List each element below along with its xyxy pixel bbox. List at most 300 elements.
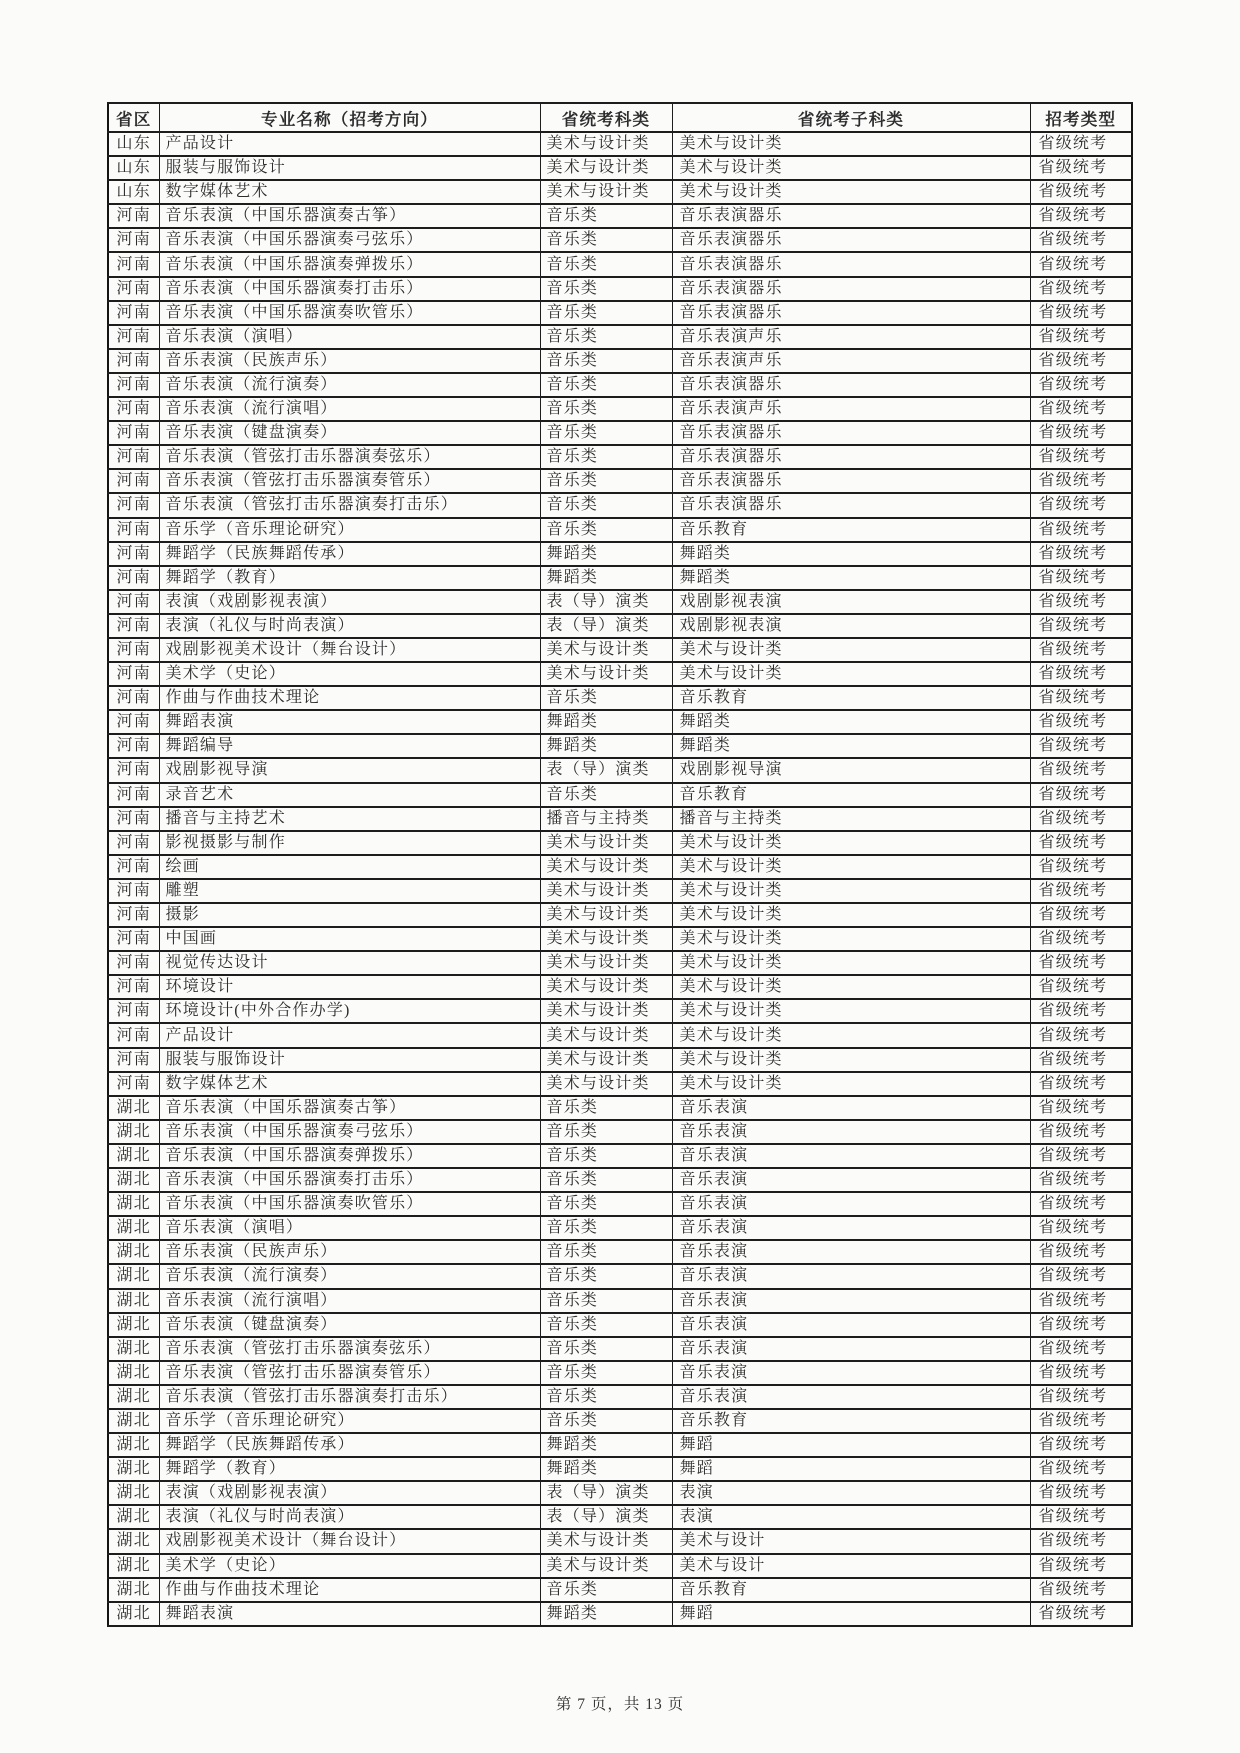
cell-major: 中国画 [159, 927, 540, 951]
table-row [108, 807, 1132, 831]
table-row [108, 349, 1132, 373]
table-row [108, 1361, 1132, 1385]
cell-exam-subcategory: 音乐表演器乐 [672, 373, 1030, 397]
table-row [108, 1144, 1132, 1168]
table-row [108, 397, 1132, 421]
cell-province: 湖北 [108, 1240, 159, 1264]
cell-exam-category: 音乐类 [540, 686, 672, 710]
cell-exam-subcategory: 音乐表演 [672, 1361, 1030, 1385]
table-row [108, 156, 1132, 180]
cell-exam-category: 音乐类 [540, 1120, 672, 1144]
cell-exam-category: 音乐类 [540, 1144, 672, 1168]
cell-exam-subcategory: 舞蹈 [672, 1602, 1030, 1626]
cell-exam-subcategory: 戏剧影视表演 [672, 614, 1030, 638]
cell-exam-category: 音乐类 [540, 397, 672, 421]
cell-province: 湖北 [108, 1554, 159, 1578]
cell-exam-category: 美术与设计类 [540, 879, 672, 903]
cell-exam-subcategory: 美术与设计类 [672, 1048, 1030, 1072]
table-row [108, 1192, 1132, 1216]
cell-exam-category: 音乐类 [540, 1264, 672, 1288]
cell-major: 音乐表演（中国乐器演奏弓弦乐） [159, 1120, 540, 1144]
cell-exam-subcategory: 舞蹈类 [672, 566, 1030, 590]
cell-major: 美术学（史论） [159, 1554, 540, 1578]
cell-exam-type: 省级统考 [1030, 518, 1132, 542]
cell-exam-subcategory: 美术与设计 [672, 1554, 1030, 1578]
cell-province: 河南 [108, 325, 159, 349]
cell-province: 河南 [108, 903, 159, 927]
cell-exam-type: 省级统考 [1030, 252, 1132, 276]
cell-province: 湖北 [108, 1505, 159, 1529]
table-row [108, 758, 1132, 782]
cell-exam-subcategory: 美术与设计类 [672, 132, 1030, 156]
table-row [108, 469, 1132, 493]
cell-exam-type: 省级统考 [1030, 1144, 1132, 1168]
cell-exam-subcategory: 美术与设计类 [672, 855, 1030, 879]
cell-exam-subcategory: 音乐表演声乐 [672, 349, 1030, 373]
table-row [108, 325, 1132, 349]
cell-province: 湖北 [108, 1409, 159, 1433]
cell-exam-subcategory: 美术与设计类 [672, 831, 1030, 855]
cell-exam-type: 省级统考 [1030, 807, 1132, 831]
table-row [108, 879, 1132, 903]
column-header: 专业名称（招考方向） [159, 103, 540, 132]
cell-exam-type: 省级统考 [1030, 1192, 1132, 1216]
table-row [108, 1457, 1132, 1481]
cell-major: 音乐表演（管弦打击乐器演奏管乐） [159, 469, 540, 493]
table-row [108, 204, 1132, 228]
table-row [108, 1529, 1132, 1553]
cell-major: 舞蹈表演 [159, 710, 540, 734]
cell-major: 音乐表演（民族声乐） [159, 349, 540, 373]
column-header: 省统考子科类 [672, 103, 1030, 132]
table-row [108, 228, 1132, 252]
cell-province: 湖北 [108, 1120, 159, 1144]
cell-exam-type: 省级统考 [1030, 1529, 1132, 1553]
cell-province: 山东 [108, 132, 159, 156]
cell-exam-category: 表（导）演类 [540, 590, 672, 614]
table-row [108, 951, 1132, 975]
cell-exam-subcategory: 戏剧影视导演 [672, 758, 1030, 782]
cell-exam-type: 省级统考 [1030, 734, 1132, 758]
table-row [108, 1313, 1132, 1337]
cell-major: 环境设计(中外合作办学) [159, 999, 540, 1023]
cell-province: 河南 [108, 397, 159, 421]
table-row [108, 1578, 1132, 1602]
cell-exam-subcategory: 音乐表演 [672, 1313, 1030, 1337]
cell-exam-category: 美术与设计类 [540, 1023, 672, 1047]
table-row [108, 1602, 1132, 1626]
cell-major: 音乐表演（中国乐器演奏古筝） [159, 204, 540, 228]
cell-exam-category: 美术与设计类 [540, 855, 672, 879]
cell-province: 山东 [108, 180, 159, 204]
cell-exam-type: 省级统考 [1030, 1289, 1132, 1313]
table-row [108, 252, 1132, 276]
cell-exam-type: 省级统考 [1030, 301, 1132, 325]
cell-exam-category: 音乐类 [540, 1216, 672, 1240]
cell-exam-category: 音乐类 [540, 445, 672, 469]
cell-exam-category: 美术与设计类 [540, 638, 672, 662]
cell-exam-type: 省级统考 [1030, 1385, 1132, 1409]
cell-exam-subcategory: 音乐表演 [672, 1385, 1030, 1409]
cell-exam-subcategory: 音乐表演器乐 [672, 204, 1030, 228]
cell-province: 河南 [108, 855, 159, 879]
cell-province: 河南 [108, 228, 159, 252]
cell-exam-category: 音乐类 [540, 421, 672, 445]
table-row [108, 638, 1132, 662]
cell-province: 河南 [108, 783, 159, 807]
cell-province: 湖北 [108, 1602, 159, 1626]
cell-exam-category: 舞蹈类 [540, 1457, 672, 1481]
table-row [108, 373, 1132, 397]
cell-exam-subcategory: 音乐表演器乐 [672, 493, 1030, 517]
cell-major: 舞蹈编导 [159, 734, 540, 758]
cell-exam-subcategory: 美术与设计类 [672, 951, 1030, 975]
cell-exam-type: 省级统考 [1030, 1096, 1132, 1120]
cell-major: 音乐表演（管弦打击乐器演奏弦乐） [159, 445, 540, 469]
cell-major: 表演（戏剧影视表演） [159, 1481, 540, 1505]
cell-exam-type: 省级统考 [1030, 1361, 1132, 1385]
cell-major: 产品设计 [159, 132, 540, 156]
cell-exam-subcategory: 美术与设计类 [672, 927, 1030, 951]
cell-province: 湖北 [108, 1433, 159, 1457]
cell-major: 表演（戏剧影视表演） [159, 590, 540, 614]
cell-exam-category: 美术与设计类 [540, 999, 672, 1023]
cell-province: 河南 [108, 445, 159, 469]
table-row [108, 710, 1132, 734]
cell-province: 河南 [108, 879, 159, 903]
cell-exam-subcategory: 音乐教育 [672, 783, 1030, 807]
table-row [108, 662, 1132, 686]
majors-table [107, 102, 1133, 1627]
cell-exam-type: 省级统考 [1030, 1120, 1132, 1144]
cell-exam-type: 省级统考 [1030, 879, 1132, 903]
cell-province: 河南 [108, 349, 159, 373]
table-row [108, 1481, 1132, 1505]
cell-province: 河南 [108, 662, 159, 686]
table-row [108, 1409, 1132, 1433]
cell-province: 湖北 [108, 1578, 159, 1602]
cell-exam-subcategory: 舞蹈类 [672, 710, 1030, 734]
cell-exam-category: 美术与设计类 [540, 951, 672, 975]
cell-exam-category: 音乐类 [540, 373, 672, 397]
cell-exam-subcategory: 舞蹈类 [672, 734, 1030, 758]
cell-exam-subcategory: 播音与主持类 [672, 807, 1030, 831]
cell-exam-category: 音乐类 [540, 228, 672, 252]
cell-exam-type: 省级统考 [1030, 277, 1132, 301]
cell-province: 湖北 [108, 1313, 159, 1337]
cell-exam-category: 美术与设计类 [540, 1554, 672, 1578]
cell-exam-type: 省级统考 [1030, 686, 1132, 710]
cell-exam-subcategory: 舞蹈 [672, 1433, 1030, 1457]
table-row [108, 927, 1132, 951]
cell-major: 戏剧影视美术设计（舞台设计） [159, 1529, 540, 1553]
cell-major: 录音艺术 [159, 783, 540, 807]
cell-exam-subcategory: 音乐表演器乐 [672, 301, 1030, 325]
cell-exam-type: 省级统考 [1030, 132, 1132, 156]
cell-exam-category: 美术与设计类 [540, 132, 672, 156]
column-header: 省区 [108, 103, 159, 132]
cell-exam-type: 省级统考 [1030, 1602, 1132, 1626]
cell-major: 舞蹈学（民族舞蹈传承） [159, 1433, 540, 1457]
table-row [108, 1505, 1132, 1529]
cell-exam-category: 美术与设计类 [540, 927, 672, 951]
cell-exam-category: 美术与设计类 [540, 1048, 672, 1072]
cell-major: 戏剧影视美术设计（舞台设计） [159, 638, 540, 662]
cell-exam-category: 美术与设计类 [540, 662, 672, 686]
cell-exam-subcategory: 舞蹈 [672, 1457, 1030, 1481]
table-row [108, 180, 1132, 204]
cell-province: 湖北 [108, 1385, 159, 1409]
cell-exam-category: 音乐类 [540, 1313, 672, 1337]
cell-exam-subcategory: 音乐表演器乐 [672, 421, 1030, 445]
cell-exam-type: 省级统考 [1030, 638, 1132, 662]
cell-exam-subcategory: 音乐表演 [672, 1289, 1030, 1313]
cell-major: 环境设计 [159, 975, 540, 999]
cell-major: 表演（礼仪与时尚表演） [159, 1505, 540, 1529]
cell-exam-type: 省级统考 [1030, 1337, 1132, 1361]
cell-exam-category: 表（导）演类 [540, 614, 672, 638]
cell-exam-category: 美术与设计类 [540, 1529, 672, 1553]
cell-exam-subcategory: 美术与设计类 [672, 180, 1030, 204]
cell-province: 湖北 [108, 1096, 159, 1120]
cell-major: 音乐表演（中国乐器演奏弹拨乐） [159, 252, 540, 276]
cell-exam-category: 舞蹈类 [540, 710, 672, 734]
cell-exam-category: 美术与设计类 [540, 180, 672, 204]
cell-province: 河南 [108, 734, 159, 758]
table-row [108, 999, 1132, 1023]
cell-exam-type: 省级统考 [1030, 1554, 1132, 1578]
cell-exam-type: 省级统考 [1030, 999, 1132, 1023]
cell-major: 绘画 [159, 855, 540, 879]
cell-province: 河南 [108, 301, 159, 325]
cell-exam-subcategory: 表演 [672, 1481, 1030, 1505]
cell-major: 音乐表演（中国乐器演奏打击乐） [159, 1168, 540, 1192]
cell-major: 音乐表演（中国乐器演奏打击乐） [159, 277, 540, 301]
table-row [108, 734, 1132, 758]
cell-major: 舞蹈学（教育） [159, 566, 540, 590]
cell-exam-type: 省级统考 [1030, 1505, 1132, 1529]
cell-exam-category: 音乐类 [540, 1361, 672, 1385]
cell-exam-type: 省级统考 [1030, 614, 1132, 638]
cell-province: 河南 [108, 927, 159, 951]
table-row [108, 132, 1132, 156]
table-body [108, 132, 1132, 1626]
cell-province: 河南 [108, 999, 159, 1023]
cell-exam-category: 播音与主持类 [540, 807, 672, 831]
cell-major: 音乐表演（中国乐器演奏弹拨乐） [159, 1144, 540, 1168]
table-row [108, 1096, 1132, 1120]
table-row [108, 1264, 1132, 1288]
cell-exam-category: 音乐类 [540, 1192, 672, 1216]
cell-province: 河南 [108, 758, 159, 782]
cell-exam-category: 美术与设计类 [540, 903, 672, 927]
cell-exam-type: 省级统考 [1030, 325, 1132, 349]
cell-province: 湖北 [108, 1337, 159, 1361]
cell-province: 河南 [108, 566, 159, 590]
cell-exam-type: 省级统考 [1030, 397, 1132, 421]
cell-exam-subcategory: 音乐教育 [672, 1409, 1030, 1433]
cell-exam-type: 省级统考 [1030, 590, 1132, 614]
cell-major: 音乐表演（管弦打击乐器演奏打击乐） [159, 493, 540, 517]
cell-major: 作曲与作曲技术理论 [159, 686, 540, 710]
cell-exam-category: 表（导）演类 [540, 758, 672, 782]
column-header: 省统考科类 [540, 103, 672, 132]
cell-exam-type: 省级统考 [1030, 1216, 1132, 1240]
cell-province: 河南 [108, 686, 159, 710]
cell-major: 摄影 [159, 903, 540, 927]
cell-exam-type: 省级统考 [1030, 903, 1132, 927]
table-row [108, 277, 1132, 301]
cell-exam-category: 表（导）演类 [540, 1481, 672, 1505]
cell-province: 河南 [108, 951, 159, 975]
cell-exam-subcategory: 美术与设计类 [672, 999, 1030, 1023]
cell-exam-category: 音乐类 [540, 1578, 672, 1602]
cell-exam-subcategory: 表演 [672, 1505, 1030, 1529]
cell-province: 湖北 [108, 1361, 159, 1385]
cell-exam-subcategory: 戏剧影视表演 [672, 590, 1030, 614]
cell-exam-category: 音乐类 [540, 518, 672, 542]
cell-exam-category: 舞蹈类 [540, 1602, 672, 1626]
cell-major: 音乐表演（流行演唱） [159, 397, 540, 421]
cell-exam-subcategory: 音乐表演 [672, 1120, 1030, 1144]
cell-exam-type: 省级统考 [1030, 951, 1132, 975]
cell-exam-type: 省级统考 [1030, 710, 1132, 734]
cell-exam-category: 美术与设计类 [540, 831, 672, 855]
cell-province: 湖北 [108, 1289, 159, 1313]
cell-exam-category: 音乐类 [540, 277, 672, 301]
cell-major: 舞蹈学（教育） [159, 1457, 540, 1481]
table-row [108, 518, 1132, 542]
table-row [108, 1168, 1132, 1192]
cell-province: 湖北 [108, 1192, 159, 1216]
cell-exam-subcategory: 音乐表演器乐 [672, 252, 1030, 276]
table-row [108, 445, 1132, 469]
table-row [108, 566, 1132, 590]
cell-exam-category: 表（导）演类 [540, 1505, 672, 1529]
cell-exam-category: 美术与设计类 [540, 1072, 672, 1096]
cell-exam-type: 省级统考 [1030, 1264, 1132, 1288]
table-row [108, 590, 1132, 614]
cell-exam-type: 省级统考 [1030, 783, 1132, 807]
cell-exam-type: 省级统考 [1030, 1023, 1132, 1047]
cell-province: 河南 [108, 710, 159, 734]
cell-exam-category: 音乐类 [540, 325, 672, 349]
cell-major: 产品设计 [159, 1023, 540, 1047]
cell-province: 河南 [108, 1048, 159, 1072]
cell-major: 服装与服饰设计 [159, 1048, 540, 1072]
table-row [108, 542, 1132, 566]
table-row [108, 1023, 1132, 1047]
table-row [108, 903, 1132, 927]
cell-exam-subcategory: 音乐表演声乐 [672, 325, 1030, 349]
cell-exam-type: 省级统考 [1030, 1313, 1132, 1337]
cell-major: 音乐表演（键盘演奏） [159, 421, 540, 445]
cell-exam-subcategory: 美术与设计类 [672, 1023, 1030, 1047]
cell-exam-type: 省级统考 [1030, 469, 1132, 493]
cell-exam-type: 省级统考 [1030, 228, 1132, 252]
table-row [108, 831, 1132, 855]
cell-province: 河南 [108, 807, 159, 831]
cell-exam-subcategory: 音乐表演器乐 [672, 469, 1030, 493]
cell-major: 音乐表演（流行演唱） [159, 1289, 540, 1313]
table-row [108, 1216, 1132, 1240]
cell-exam-category: 舞蹈类 [540, 542, 672, 566]
cell-exam-subcategory: 音乐表演声乐 [672, 397, 1030, 421]
page-footer: 第 7 页，共 13 页 [555, 1696, 685, 1713]
cell-exam-category: 美术与设计类 [540, 156, 672, 180]
cell-major: 音乐表演（演唱） [159, 325, 540, 349]
table-row [108, 975, 1132, 999]
table-row [108, 614, 1132, 638]
cell-exam-category: 音乐类 [540, 1240, 672, 1264]
cell-exam-type: 省级统考 [1030, 662, 1132, 686]
cell-exam-subcategory: 音乐表演器乐 [672, 228, 1030, 252]
cell-province: 河南 [108, 518, 159, 542]
cell-exam-subcategory: 音乐教育 [672, 1578, 1030, 1602]
table-row [108, 1433, 1132, 1457]
cell-exam-category: 音乐类 [540, 1409, 672, 1433]
cell-major: 舞蹈表演 [159, 1602, 540, 1626]
table-row [108, 1289, 1132, 1313]
cell-exam-category: 美术与设计类 [540, 975, 672, 999]
cell-province: 河南 [108, 542, 159, 566]
cell-major: 戏剧影视导演 [159, 758, 540, 782]
cell-exam-type: 省级统考 [1030, 349, 1132, 373]
cell-exam-category: 音乐类 [540, 1337, 672, 1361]
cell-exam-subcategory: 美术与设计类 [672, 638, 1030, 662]
cell-major: 雕塑 [159, 879, 540, 903]
cell-exam-category: 音乐类 [540, 1289, 672, 1313]
cell-exam-subcategory: 音乐表演 [672, 1192, 1030, 1216]
cell-major: 音乐表演（演唱） [159, 1216, 540, 1240]
cell-exam-type: 省级统考 [1030, 204, 1132, 228]
cell-exam-type: 省级统考 [1030, 1048, 1132, 1072]
table-header-row [108, 103, 1132, 132]
cell-province: 湖北 [108, 1144, 159, 1168]
cell-exam-subcategory: 音乐表演 [672, 1168, 1030, 1192]
cell-major: 音乐表演（中国乐器演奏弓弦乐） [159, 228, 540, 252]
cell-major: 作曲与作曲技术理论 [159, 1578, 540, 1602]
cell-exam-type: 省级统考 [1030, 421, 1132, 445]
table-row [108, 421, 1132, 445]
cell-province: 河南 [108, 638, 159, 662]
cell-province: 河南 [108, 1023, 159, 1047]
table-row [108, 1240, 1132, 1264]
cell-exam-type: 省级统考 [1030, 1168, 1132, 1192]
cell-exam-subcategory: 音乐表演 [672, 1216, 1030, 1240]
cell-exam-subcategory: 音乐表演 [672, 1096, 1030, 1120]
cell-major: 播音与主持艺术 [159, 807, 540, 831]
cell-province: 河南 [108, 421, 159, 445]
table-row [108, 855, 1132, 879]
table-row [108, 493, 1132, 517]
cell-province: 河南 [108, 204, 159, 228]
cell-major: 音乐表演（中国乐器演奏吹管乐） [159, 301, 540, 325]
cell-major: 数字媒体艺术 [159, 180, 540, 204]
cell-exam-type: 省级统考 [1030, 542, 1132, 566]
cell-major: 音乐表演（管弦打击乐器演奏管乐） [159, 1361, 540, 1385]
cell-exam-type: 省级统考 [1030, 1457, 1132, 1481]
cell-major: 数字媒体艺术 [159, 1072, 540, 1096]
cell-exam-type: 省级统考 [1030, 566, 1132, 590]
cell-exam-type: 省级统考 [1030, 927, 1132, 951]
cell-exam-category: 音乐类 [540, 1096, 672, 1120]
cell-major: 服装与服饰设计 [159, 156, 540, 180]
cell-exam-category: 音乐类 [540, 493, 672, 517]
cell-exam-category: 音乐类 [540, 204, 672, 228]
cell-exam-type: 省级统考 [1030, 1433, 1132, 1457]
cell-exam-category: 音乐类 [540, 1385, 672, 1409]
